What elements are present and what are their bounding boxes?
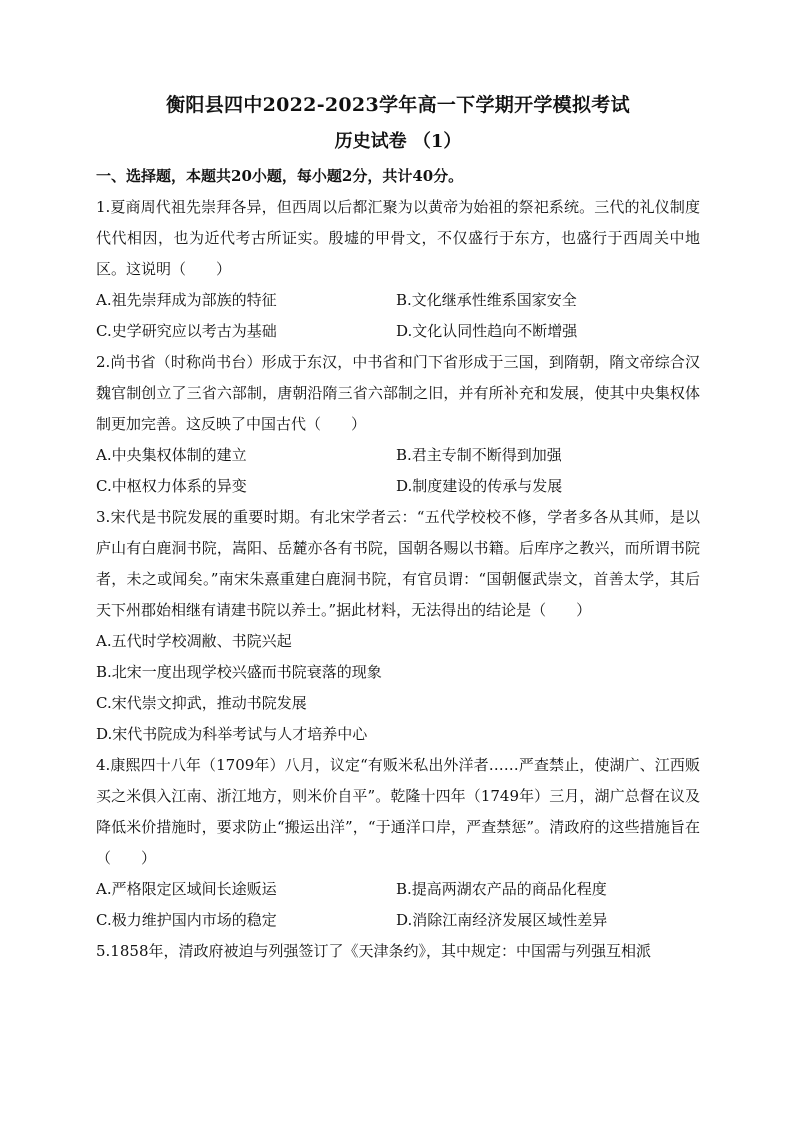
question-stem: 2.尚书省（时称尚书台）形成于东汉，中书省和门下省形成于三国，到隋朝，隋文帝综合汉魏官制创立了三省六部制，唐朝沿隋三省六部制之旧，并有所补充和发展，使其中央集权体制更加完善。这反映了中国古代（ ） [96, 353, 700, 433]
exam-subtitle: 历史试卷 （1） [334, 131, 462, 152]
option-d: D.消除江南经济发展区域性差异 [396, 911, 608, 929]
option-b: B.君主专制不断得到加强 [396, 446, 562, 464]
question-stem: 3.宋代是书院发展的重要时期。有北宋学者云：“五代学校校不修，学者多各从其师，是以庐山有白鹿洞书院，嵩阳、岳麓亦各有书院，国朝各赐以书籍。后库序之教兴，而所谓书院者，未之或闻矣。”南宋朱熹重建白鹿洞书院，有官员谓：“国朝偃武崇文，首善太学，其后天下州郡始相继有请建书院以养士。”据此材料，无法得出的结论是（ ） [96, 508, 700, 619]
option-a: A.五代时学校凋敝、书院兴起 [96, 632, 292, 650]
option-c: C.中枢权力体系的异变 [96, 477, 247, 495]
option-d: D.文化认同性趋向不断增强 [396, 322, 578, 340]
question-5 [96, 936, 700, 967]
question-3 [96, 502, 700, 750]
option-c: C.极力维护国内市场的稳定 [96, 911, 277, 929]
option-b: B.文化继承性维系国家安全 [396, 291, 577, 309]
question-stem: 4.康熙四十八年（1709年）八月，议定“有贩米私出外洋者……严查禁止，使湖广、江西贩买之米俱入江南、浙江地方，则米价自平”。乾隆十四年（1749年）三月，湖广总督在议及降低米价措施时，要求防止“搬运出洋”，“于通洋口岸，严查禁惩”。清政府的这些措施旨在（ ） [96, 756, 700, 867]
question-4 [96, 750, 700, 936]
question-options [96, 874, 700, 936]
option-b: B.北宋一度出现学校兴盛而书院衰落的现象 [96, 663, 382, 681]
option-a: A.祖先崇拜成为部族的特征 [96, 291, 277, 309]
option-a: A.严格限定区域间长途贩运 [96, 880, 277, 898]
question-2 [96, 347, 700, 502]
section-heading: 一、选择题，本题共20小题，每小题2分，共计40分。 [96, 167, 464, 185]
option-a: A.中央集权体制的建立 [96, 446, 247, 464]
exam-title: 衡阳县四中2022-2023学年高一下学期开学模拟考试 [166, 94, 630, 116]
question-options [96, 440, 700, 502]
option-d: D.宋代书院成为科举考试与人才培养中心 [96, 725, 368, 743]
question-stem: 5.1858年，清政府被迫与列强签订了《天津条约》，其中规定：中国需与列强互相派 [96, 942, 651, 960]
option-b: B.提高两湖农产品的商品化程度 [396, 880, 607, 898]
question-1 [96, 192, 700, 347]
option-d: D.制度建设的传承与发展 [396, 477, 563, 495]
question-stem: 1.夏商周代祖先崇拜各异，但西周以后都汇聚为以黄帝为始祖的祭祀系统。三代的礼仪制度代代相因，也为近代考古所证实。殷墟的甲骨文，不仅盛行于东方，也盛行于西周关中地区。这说明（ ） [96, 198, 700, 278]
question-options [96, 285, 700, 347]
exam-page [96, 92, 700, 967]
option-c: C.宋代崇文抑武，推动书院发展 [96, 694, 307, 712]
option-c: C.史学研究应以考古为基础 [96, 322, 277, 340]
